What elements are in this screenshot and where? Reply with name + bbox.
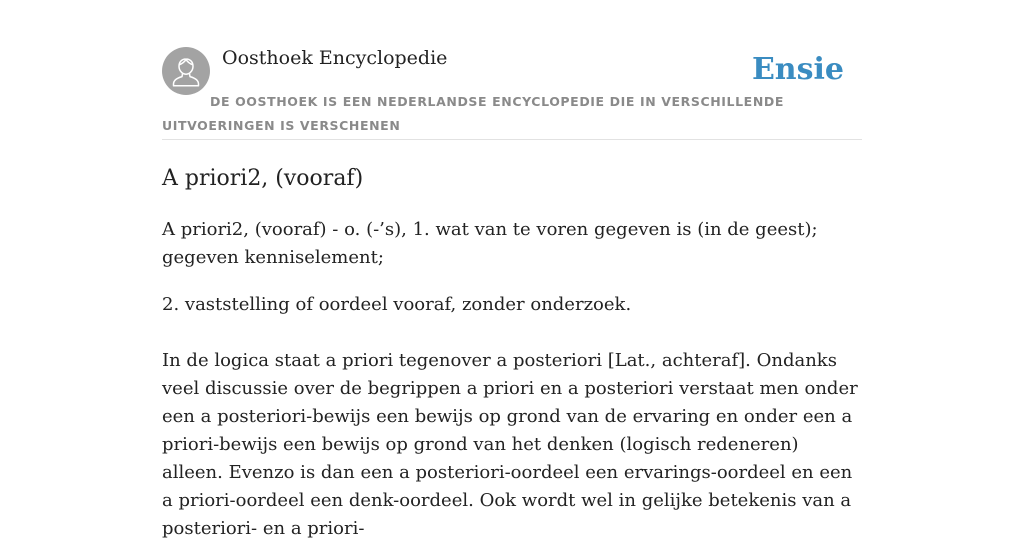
brand-logo[interactable]: Ensie [751,52,844,87]
paragraph-definition-2: 2. vaststelling of oordeel vooraf, zonder onderzoek. [162,294,632,315]
article [162,162,862,543]
paragraph-logic: In de logica staat a priori tegenover a posteriori [Lat., achteraf]. Ondanks veel discussie over de begrippen a priori en a posteriori verstaat men onder een a posteriori-bewijs een bewijs op grond van de ervaring en onder een a priori-bewijs een bewijs op grond van het denken (logisch redeneren) alleen. Evenzo is dan een a posteriori-oordeel een ervarings-oordeel en een a priori-oordeel een denk-oordeel. Ook wordt wel in gelijke betekenis van a posteriori- en a priori- [162,350,858,539]
source-header [162,46,862,140]
source-description: DE OOSTHOEK IS EEN NEDERLANDSE ENCYCLOPEDIE DIE IN VERSCHILLENDE UITVOERINGEN IS VERSCHENEN [162,94,784,133]
user-silhouette-icon[interactable] [162,47,210,95]
source-name[interactable]: Oosthoek Encyclopedie [222,47,448,69]
page-title: A priori2, (vooraf) [162,166,364,191]
paragraph-definition-1: A priori2, (vooraf) - o. (-’s), 1. wat van te voren gegeven is (in de geest); gegeven kenniselement; [162,219,818,268]
